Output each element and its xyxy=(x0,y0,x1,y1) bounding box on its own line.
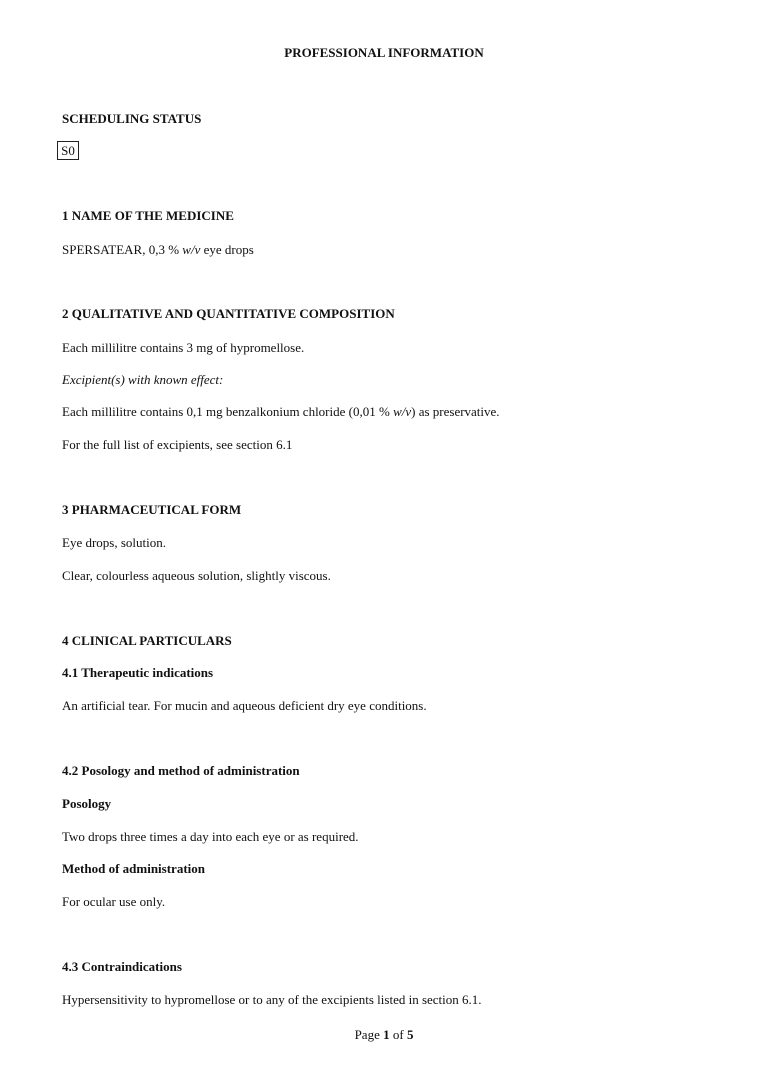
page-title: PROFESSIONAL INFORMATION xyxy=(284,45,484,60)
preservative-unit: w/v xyxy=(393,404,412,419)
page-footer xyxy=(0,1027,768,1043)
medicine-name-text: SPERSATEAR, 0,3 % xyxy=(62,242,183,257)
composition-text: Each millilitre contains 3 mg of hypromellose. xyxy=(62,340,305,355)
excipients-label: Excipient(s) with known effect: xyxy=(62,372,224,387)
page-total: 5 xyxy=(406,1027,414,1042)
preservative-text-start: Each millilitre contains 0,1 mg benzalkonium chloride (0,01 % xyxy=(62,404,394,419)
scheduling-status-heading: SCHEDULING STATUS xyxy=(62,111,202,126)
preservative-text-end: ) as preservative. xyxy=(411,404,500,419)
method-text: For ocular use only. xyxy=(62,894,166,909)
posology-heading: Posology xyxy=(62,796,112,811)
indications-text: An artificial tear. For mucin and aqueous deficient dry eye conditions. xyxy=(62,698,427,713)
preservative-text xyxy=(62,405,500,418)
form-description: Clear, colourless aqueous solution, slightly viscous. xyxy=(62,568,331,583)
page-label: Page xyxy=(354,1027,384,1042)
medicine-name xyxy=(62,243,254,256)
excipients-reference: For the full list of excipients, see section 6.1 xyxy=(62,437,293,452)
page-of-label: of xyxy=(389,1027,407,1042)
section-3-heading: 3 PHARMACEUTICAL FORM xyxy=(62,502,242,517)
medicine-name-unit: w/v xyxy=(182,242,201,257)
section-4-2-heading: 4.2 Posology and method of administration xyxy=(62,763,300,778)
section-1-heading: 1 NAME OF THE MEDICINE xyxy=(62,208,234,223)
section-4-heading: 4 CLINICAL PARTICULARS xyxy=(62,633,232,648)
posology-text: Two drops three times a day into each eye or as required. xyxy=(62,829,359,844)
section-4-3-heading: 4.3 Contraindications xyxy=(62,959,182,974)
contraindications-text: Hypersensitivity to hypromellose or to any of the excipients listed in section 6.1. xyxy=(62,992,482,1007)
medicine-name-suffix: eye drops xyxy=(200,242,254,257)
section-2-heading: 2 QUALITATIVE AND QUANTITATIVE COMPOSITION xyxy=(62,306,395,321)
page-number: 1 xyxy=(383,1027,390,1042)
form-text: Eye drops, solution. xyxy=(62,535,166,550)
method-heading: Method of administration xyxy=(62,861,205,876)
section-4-1-heading: 4.1 Therapeutic indications xyxy=(62,665,214,680)
scheduling-status-box: S0 xyxy=(57,141,79,160)
